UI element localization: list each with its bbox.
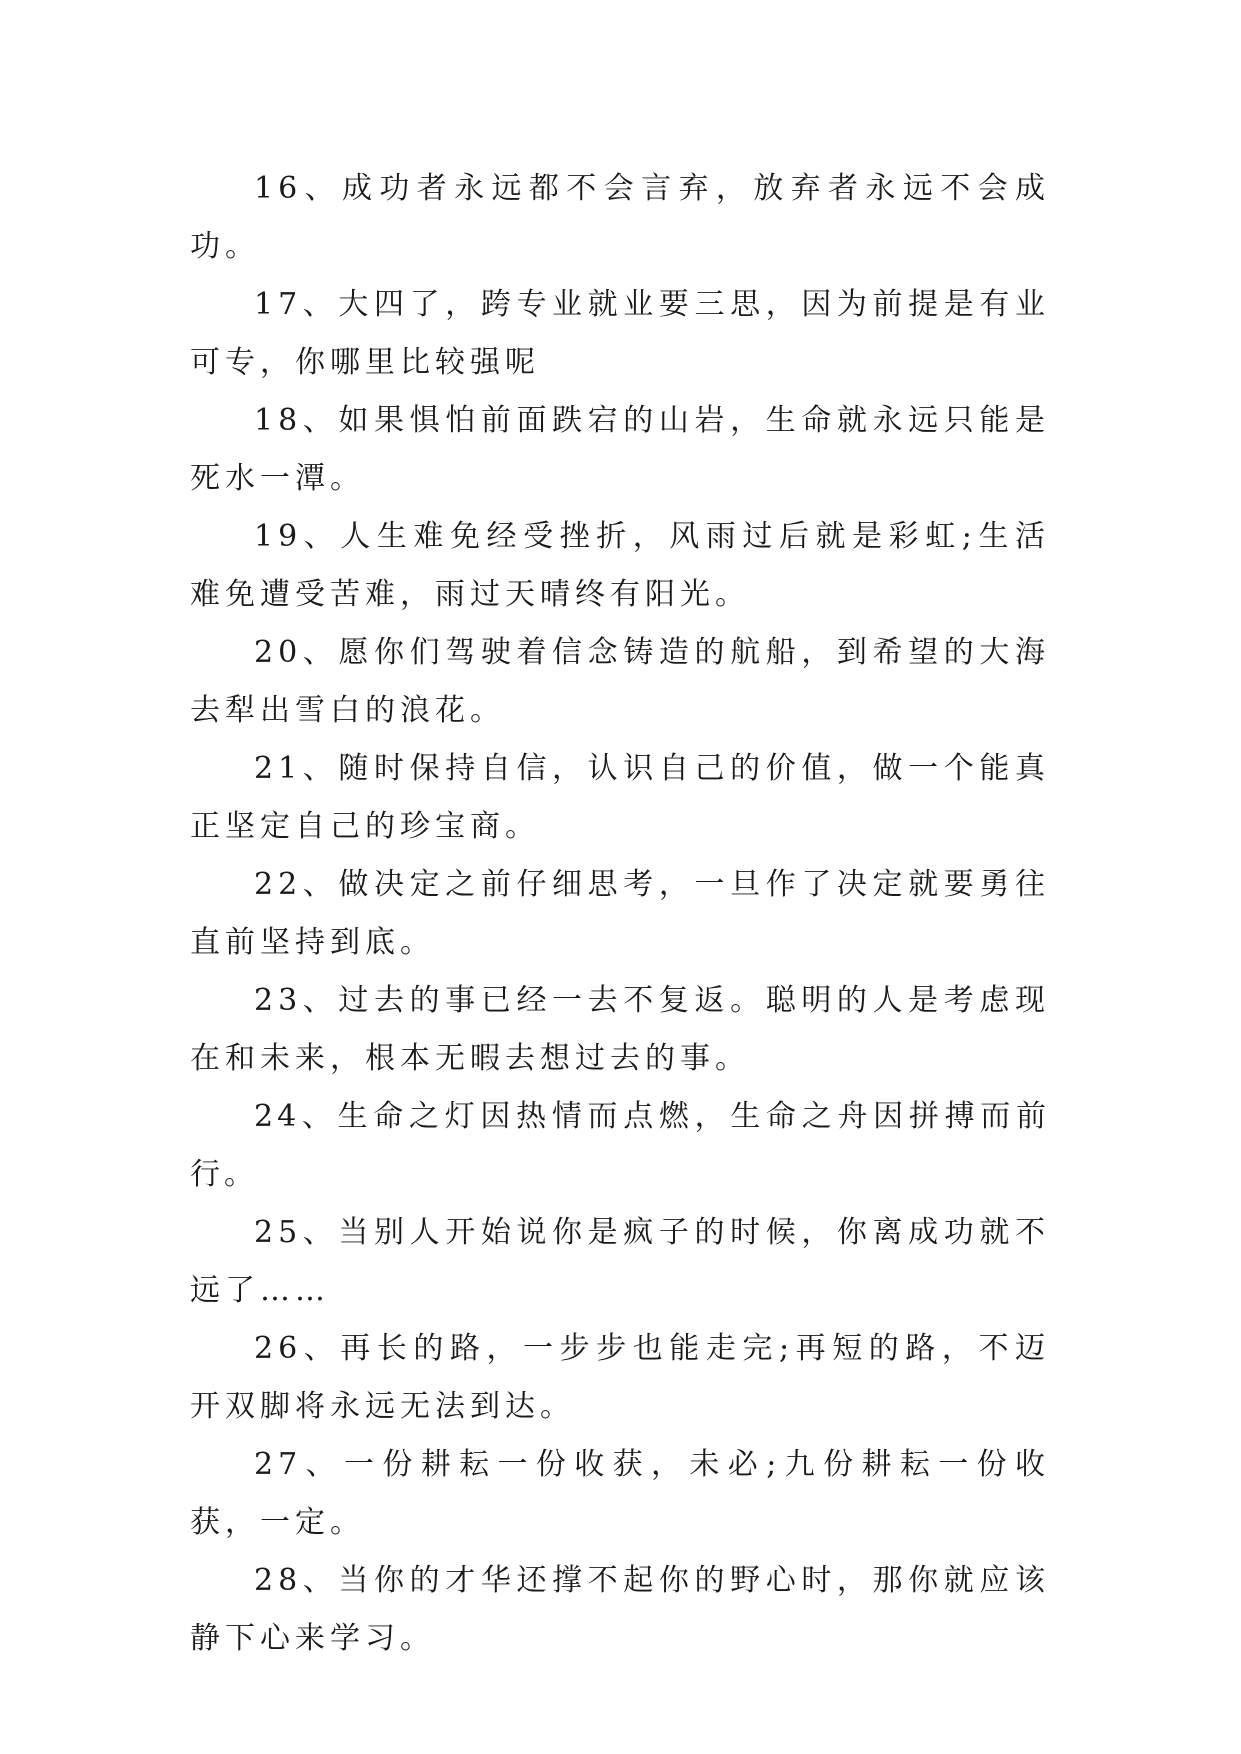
paragraph-17: 17、大四了，跨专业就业要三思，因为前提是有业可专，你哪里比较强呢	[190, 287, 1050, 380]
paragraph-22: 22、做决定之前仔细思考，一旦作了决定就要勇往直前坚持到底。	[190, 867, 1050, 960]
paragraph-20: 20、愿你们驾驶着信念铸造的航船，到希望的大海去犁出雪白的浪花。	[190, 635, 1050, 728]
paragraph-19: 19、人生难免经受挫折，风雨过后就是彩虹;生活难免遭受苦难，雨过天晴终有阳光。	[190, 519, 1050, 612]
paragraph-18: 18、如果惧怕前面跌宕的山岩，生命就永远只能是死水一潭。	[190, 403, 1050, 496]
paragraph-27: 27、一份耕耘一份收获，未必;九份耕耘一份收获，一定。	[190, 1447, 1050, 1540]
paragraph-26: 26、再长的路，一步步也能走完;再短的路，不迈开双脚将永远无法到达。	[190, 1331, 1050, 1424]
paragraph-25: 25、当别人开始说你是疯子的时候，你离成功就不远了……	[190, 1215, 1050, 1308]
document-body	[190, 160, 1050, 1668]
paragraph-24: 24、生命之灯因热情而点燃，生命之舟因拼搏而前行。	[190, 1099, 1050, 1192]
paragraph-21: 21、随时保持自信，认识自己的价值，做一个能真正坚定自己的珍宝商。	[190, 751, 1050, 844]
paragraph-16: 16、成功者永远都不会言弃，放弃者永远不会成功。	[190, 171, 1050, 264]
paragraph-28: 28、当你的才华还撑不起你的野心时，那你就应该静下心来学习。	[190, 1563, 1050, 1656]
paragraph-23: 23、过去的事已经一去不复返。聪明的人是考虑现在和未来，根本无暇去想过去的事。	[190, 983, 1050, 1076]
